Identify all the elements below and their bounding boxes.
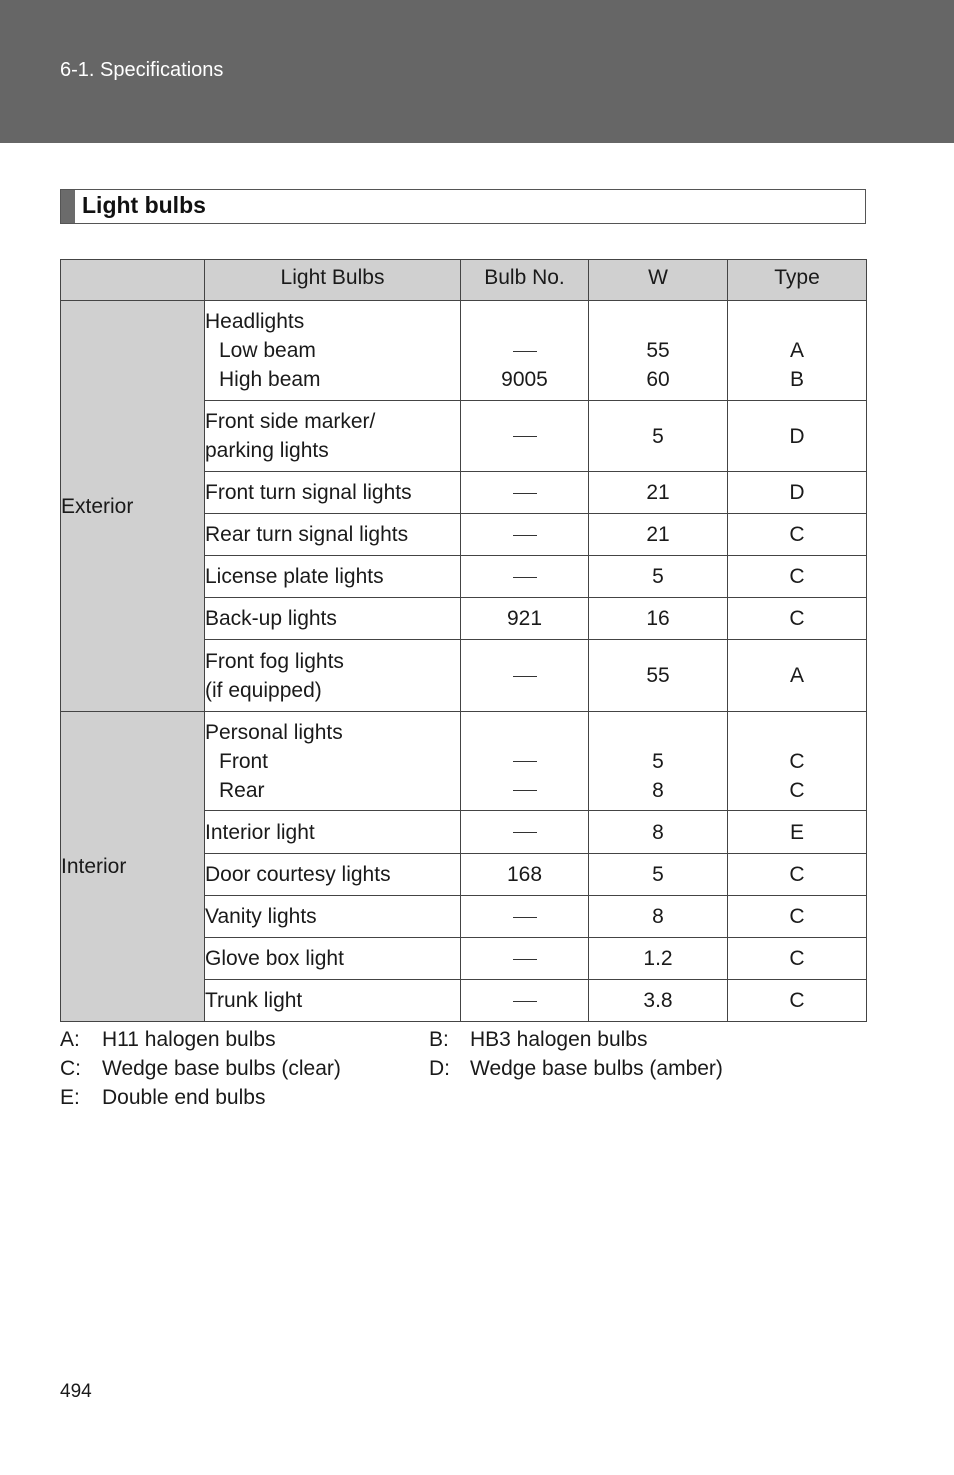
row-title: Personal lights xyxy=(205,720,343,744)
dash-mark xyxy=(513,535,537,536)
dash-mark xyxy=(513,832,537,833)
legend-key: B: xyxy=(429,1028,449,1051)
section-title: Light bulbs xyxy=(82,192,206,218)
legend-text: Wedge base bulbs (amber) xyxy=(470,1057,723,1080)
row-type: C xyxy=(728,854,867,896)
row-type: C xyxy=(728,896,867,938)
row-type: E xyxy=(728,811,867,854)
row-name: Door courtesy lights xyxy=(205,854,461,896)
row-watts xyxy=(589,712,728,811)
row-watts: 5 xyxy=(589,556,728,598)
legend-text: H11 halogen bulbs xyxy=(102,1028,276,1051)
legend-text: Double end bulbs xyxy=(102,1086,266,1109)
legend-text: HB3 halogen bulbs xyxy=(470,1028,648,1051)
row-watts: 1.2 xyxy=(589,938,728,980)
legend-key: D: xyxy=(429,1057,450,1080)
breadcrumb: 6-1. Specifications xyxy=(60,59,224,81)
header-type: Type xyxy=(728,260,867,301)
row-type: D xyxy=(728,401,867,472)
row-watts: 5 xyxy=(589,854,728,896)
row-watts: 8 xyxy=(589,811,728,854)
row-bulb-no xyxy=(461,896,589,938)
row-name xyxy=(205,301,461,401)
row-bulb-no xyxy=(461,401,589,472)
row-bulb-no xyxy=(461,514,589,556)
row-bulb-no xyxy=(461,472,589,514)
row-type xyxy=(728,301,867,401)
row-name: Trunk light xyxy=(205,980,461,1022)
row-type: A xyxy=(728,640,867,712)
row-sub-value: 60 xyxy=(646,368,670,391)
row-type: C xyxy=(728,598,867,640)
page-number: 494 xyxy=(60,1381,92,1402)
header-watts: W xyxy=(589,260,728,301)
row-sub-value: 8 xyxy=(652,778,664,802)
dash-mark xyxy=(513,1001,537,1002)
table-header-row xyxy=(61,260,867,301)
dash-mark xyxy=(513,676,537,677)
row-type: C xyxy=(728,938,867,980)
row-watts: 3.8 xyxy=(589,980,728,1022)
row-watts: 21 xyxy=(589,514,728,556)
row-name: Vanity lights xyxy=(205,896,461,938)
light-bulb-table xyxy=(60,259,867,1022)
row-watts: 5 xyxy=(589,401,728,472)
legend-item xyxy=(60,1025,276,1054)
row-name-line: (if equipped) xyxy=(205,678,322,702)
row-name xyxy=(205,712,461,811)
dash-mark xyxy=(513,761,537,762)
row-sub-value: 9005 xyxy=(501,368,548,391)
row-sub-value: C xyxy=(789,749,805,773)
row-watts: 55 xyxy=(589,640,728,712)
group-label-exterior: Exterior xyxy=(61,301,205,712)
row-bulb-no: 168 xyxy=(461,854,589,896)
row-bulb-no xyxy=(461,938,589,980)
row-name xyxy=(205,401,461,472)
legend-text: Wedge base bulbs (clear) xyxy=(102,1057,341,1080)
row-bulb-no xyxy=(461,811,589,854)
legend-key: C: xyxy=(60,1057,81,1080)
legend-item xyxy=(60,1083,265,1112)
row-name: License plate lights xyxy=(205,556,461,598)
dash-mark xyxy=(513,436,537,437)
legend-key: E: xyxy=(60,1086,80,1109)
dash-mark xyxy=(513,351,537,352)
row-type: C xyxy=(728,980,867,1022)
row-bulb-no xyxy=(461,712,589,811)
row-sub-name: Rear xyxy=(219,778,265,802)
row-bulb-no xyxy=(461,640,589,712)
row-name-line: parking lights xyxy=(205,439,329,462)
header-group xyxy=(61,260,205,301)
row-sub-value: 5 xyxy=(652,749,664,773)
section-marker xyxy=(61,190,75,223)
row-watts: 21 xyxy=(589,472,728,514)
dash-mark xyxy=(513,917,537,918)
row-sub-name: Low beam xyxy=(219,339,316,362)
row-name: Rear turn signal lights xyxy=(205,514,461,556)
row-watts: 16 xyxy=(589,598,728,640)
row-name-line: Front fog lights xyxy=(205,649,344,673)
row-sub-name: Front xyxy=(219,749,269,773)
row-sub-name: High beam xyxy=(219,368,321,391)
row-bulb-no xyxy=(461,556,589,598)
row-bulb-no xyxy=(461,980,589,1022)
row-title: Headlights xyxy=(205,310,305,333)
row-name xyxy=(205,640,461,712)
header-bulb-no: Bulb No. xyxy=(461,260,589,301)
section-heading xyxy=(60,189,866,224)
header-band xyxy=(0,0,954,143)
row-type: C xyxy=(728,556,867,598)
row-sub-value: A xyxy=(789,339,804,362)
row-name-line: Front side marker/ xyxy=(205,410,376,433)
header-light-bulbs: Light Bulbs xyxy=(205,260,461,301)
row-type: D xyxy=(728,472,867,514)
row-type xyxy=(728,712,867,811)
table-row xyxy=(61,712,867,811)
dash-mark xyxy=(513,790,537,791)
row-watts: 8 xyxy=(589,896,728,938)
dash-mark xyxy=(513,577,537,578)
row-name: Interior light xyxy=(205,811,461,854)
legend-item xyxy=(429,1054,723,1083)
row-name: Glove box light xyxy=(205,938,461,980)
row-sub-value: 55 xyxy=(646,339,670,362)
row-watts xyxy=(589,301,728,401)
legend-item xyxy=(429,1025,647,1054)
table-row xyxy=(61,301,867,401)
dash-mark xyxy=(513,493,537,494)
row-bulb-no xyxy=(461,301,589,401)
legend-key: A: xyxy=(60,1028,80,1051)
row-bulb-no: 921 xyxy=(461,598,589,640)
row-name: Back-up lights xyxy=(205,598,461,640)
row-name: Front turn signal lights xyxy=(205,472,461,514)
legend-item xyxy=(60,1054,341,1083)
group-label-interior: Interior xyxy=(61,712,205,1022)
row-sub-value: C xyxy=(789,778,805,802)
row-sub-value: B xyxy=(789,368,804,391)
row-type: C xyxy=(728,514,867,556)
dash-mark xyxy=(513,959,537,960)
